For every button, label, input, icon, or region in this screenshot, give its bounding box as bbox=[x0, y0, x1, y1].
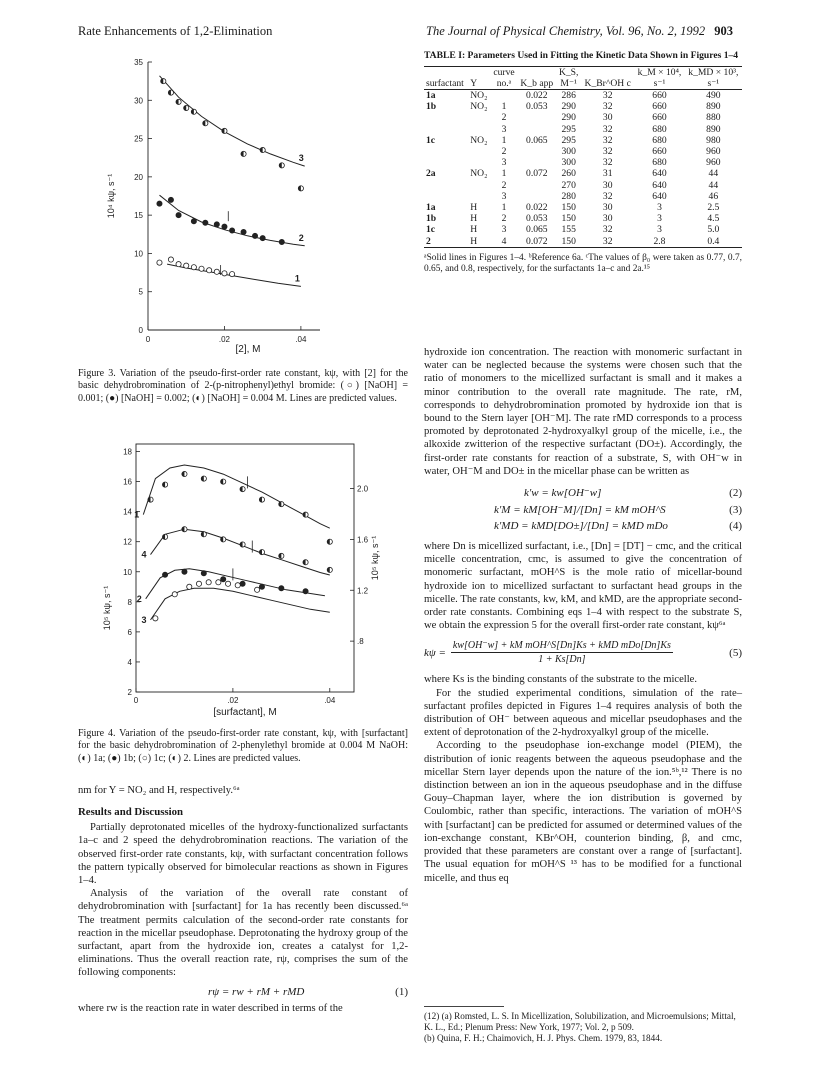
table-cell: 290 bbox=[561, 101, 576, 113]
table-cell: 46 bbox=[708, 190, 719, 202]
table-cell: 30 bbox=[602, 179, 613, 191]
table-cell: 0.065 bbox=[526, 134, 548, 146]
table-cell bbox=[468, 180, 490, 191]
y-tick-label: 35 bbox=[134, 58, 143, 67]
data-point bbox=[168, 197, 173, 202]
data-point bbox=[168, 257, 173, 262]
x-tick-label: .02 bbox=[227, 696, 239, 705]
table-cell bbox=[468, 191, 490, 202]
data-point bbox=[229, 272, 234, 277]
table-cell: 295 bbox=[561, 134, 576, 146]
table-cell: 32 bbox=[602, 123, 613, 135]
equation-3: k′M = kM[OH⁻M]/[Dn] = kM mOH^S (3) bbox=[494, 503, 742, 517]
data-point bbox=[225, 581, 230, 586]
y-tick-label: 2 bbox=[127, 688, 132, 697]
table-cell: 32 bbox=[602, 134, 613, 146]
figure-3-chart bbox=[100, 52, 400, 364]
paragraph: where rw is the reaction rate in water described in terms of the bbox=[78, 1002, 343, 1014]
table-cell: 30 bbox=[602, 213, 613, 225]
table-row bbox=[424, 90, 742, 102]
figure-3-caption: Figure 3. Variation of the pseudo-first-order rate constant, kψ, with [2] for the basic dehydrobromination of 2-(p-nitrophenyl)ethyl bromide: (○) [NaOH] = 0.001; (●) [NaOH] = 0.002; (◐) [NaOH] = 0.004 M. Lines are predicted values. bbox=[78, 368, 408, 404]
col-header: Y bbox=[470, 77, 478, 89]
table-cell: 32 bbox=[602, 224, 613, 236]
table-cell: 44 bbox=[708, 179, 719, 191]
reference-12b: (b) Quina, F. H.; Chaimovich, H. J. Phys. Chem. 1979, 83, 1844. bbox=[424, 1033, 663, 1044]
table-cell: 3 bbox=[501, 190, 507, 202]
table-cell: 286 bbox=[556, 90, 581, 102]
table-cell: 30 bbox=[602, 112, 613, 124]
table-cell: 1 bbox=[501, 168, 507, 180]
table-cell: 1a bbox=[426, 202, 436, 214]
data-point bbox=[235, 583, 240, 588]
table-cell: 2 bbox=[501, 112, 507, 124]
data-point bbox=[229, 228, 234, 233]
table-cell: 1 bbox=[501, 202, 507, 214]
y-right-tick-label: .8 bbox=[357, 637, 364, 647]
table-row bbox=[424, 180, 742, 191]
table-cell bbox=[468, 112, 490, 123]
table-cell: 270 bbox=[561, 179, 576, 191]
data-point bbox=[241, 229, 246, 234]
table-cell: 4 bbox=[491, 236, 518, 248]
y-tick-label: 30 bbox=[134, 96, 143, 106]
data-point bbox=[259, 584, 264, 589]
table-row bbox=[424, 124, 742, 135]
table-cell: 32 bbox=[602, 146, 613, 158]
parameters-table bbox=[424, 66, 742, 248]
table-cell: 640 bbox=[652, 168, 667, 180]
y-tick-label: 10 bbox=[134, 249, 143, 259]
table-row bbox=[424, 157, 742, 168]
data-point bbox=[279, 586, 284, 591]
table-cell bbox=[424, 124, 468, 135]
curve-label-2: 2 bbox=[298, 232, 304, 243]
x-tick-label: .04 bbox=[324, 696, 336, 705]
table-cell: 2 bbox=[501, 179, 507, 191]
equation-4: k′MD = kMD[DO±]/[Dn] = kMD mDo (4) bbox=[494, 520, 742, 533]
data-point bbox=[191, 265, 196, 270]
data-point bbox=[172, 592, 177, 597]
data-point bbox=[203, 220, 208, 225]
table-cell bbox=[468, 157, 490, 168]
table-cell: 680 bbox=[652, 123, 667, 135]
table-row bbox=[424, 135, 742, 146]
curve-label-1: 1 bbox=[294, 273, 300, 284]
col-header: K_S, bbox=[556, 66, 581, 78]
x-axis-label: [surfactant], M bbox=[213, 707, 277, 718]
data-point bbox=[187, 584, 192, 589]
y-axis-label: 10⁵ kψ, s⁻¹ bbox=[102, 585, 112, 631]
y-right-axis-label: 10⁵ kψ, s⁻¹ bbox=[370, 535, 380, 581]
table-cell: 2 bbox=[501, 146, 507, 158]
table-cell: 3 bbox=[501, 224, 507, 236]
table-cell: 0.072 bbox=[526, 168, 548, 180]
data-point bbox=[176, 213, 181, 218]
table-cell: 1 bbox=[501, 134, 507, 146]
table-cell: H bbox=[470, 202, 478, 214]
table-row bbox=[424, 168, 742, 179]
table-row bbox=[424, 146, 742, 157]
data-point bbox=[153, 616, 158, 621]
table-cell: 44 bbox=[708, 168, 719, 180]
figure-4-chart bbox=[100, 430, 410, 722]
table-cell bbox=[424, 112, 468, 123]
col-header: k_M × 10⁴, bbox=[634, 66, 684, 78]
data-point bbox=[206, 580, 211, 585]
table-cell: 150 bbox=[561, 202, 576, 214]
table-cell: 2.8 bbox=[634, 236, 684, 248]
table-cell: 2 bbox=[424, 236, 468, 248]
table-cell: 660 bbox=[652, 146, 667, 158]
table-cell: 0.022 bbox=[526, 202, 548, 214]
data-point bbox=[240, 581, 245, 586]
data-point bbox=[214, 222, 219, 227]
table-row bbox=[424, 202, 742, 213]
table-cell: 3 bbox=[501, 123, 507, 135]
table-cell: 1b bbox=[426, 213, 437, 225]
data-point bbox=[279, 239, 284, 244]
table-cell: 280 bbox=[561, 190, 576, 202]
x-tick-label: .02 bbox=[218, 335, 231, 344]
table-cell: H bbox=[468, 236, 490, 248]
table-cell: 0.053 bbox=[526, 101, 548, 113]
table-cell bbox=[424, 157, 468, 168]
data-point bbox=[201, 571, 206, 576]
table-cell: NO₂ bbox=[468, 90, 490, 102]
col-header: curve bbox=[491, 66, 518, 78]
y-right-tick-label: 1.2 bbox=[357, 586, 369, 596]
data-point bbox=[196, 581, 201, 586]
table-cell: 32 bbox=[581, 90, 634, 102]
table-cell bbox=[517, 146, 556, 157]
table-cell: 150 bbox=[556, 236, 581, 248]
table-cell: 1c bbox=[426, 134, 436, 146]
data-point bbox=[303, 589, 308, 594]
y-tick-label: 4 bbox=[127, 657, 132, 667]
table-cell: 4.5 bbox=[707, 213, 720, 225]
table-cell bbox=[424, 180, 468, 191]
table-cell bbox=[491, 90, 518, 102]
data-point bbox=[221, 577, 226, 582]
table-cell: 155 bbox=[561, 224, 576, 236]
y-tick-label: 0 bbox=[138, 326, 143, 335]
left-column bbox=[78, 784, 408, 1015]
table-cell: 31 bbox=[602, 168, 613, 180]
table-cell: 660 bbox=[652, 112, 667, 124]
data-point bbox=[199, 266, 204, 271]
data-point bbox=[222, 271, 227, 276]
y-tick-label: 12 bbox=[123, 537, 132, 547]
paragraph: For the studied experimental conditions, simulation of the rate–surfactant profiles depicted in Figures 1–4 requires analysis of both the distribution of OH⁻ between aqueous and micellar pseudophases and the extent of deprotonation of the 2-hydroxyalkyl group of the micelle. bbox=[424, 687, 742, 739]
table-row bbox=[424, 112, 742, 123]
table-cell: NO₂ bbox=[470, 101, 488, 113]
table-cell: 32 bbox=[602, 101, 613, 113]
col-header: surfactant bbox=[426, 77, 464, 89]
table-cell: 32 bbox=[602, 157, 613, 169]
table-row bbox=[424, 191, 742, 202]
table-cell: 660 bbox=[634, 90, 684, 102]
table-cell: 960 bbox=[706, 157, 721, 169]
figure-4-caption: Figure 4. Variation of the pseudo-first-order rate constant, kψ, with [surfactant] for the basic dehydrobromination of 2-phenylethyl bromide at 0.004 M NaOH: (◐) 1a; (●) 1b; (○) 1c; (◐) 2. Lines are predicted values. bbox=[78, 728, 408, 764]
equation-5: kψ = kw[OH⁻w] + kM mOH^S[Dn]Ks + kMD mDo[Dn]Ks 1 + Ks[Dn] (5) bbox=[424, 640, 742, 666]
table-cell: 2a bbox=[426, 168, 436, 180]
curve-label-2: 2 bbox=[136, 593, 142, 604]
table-cell: 890 bbox=[706, 123, 721, 135]
y-tick-label: 16 bbox=[123, 477, 132, 487]
table-cell: 0.022 bbox=[517, 90, 556, 102]
plot-frame bbox=[136, 444, 354, 692]
table-cell bbox=[517, 180, 556, 191]
y-tick-label: 10 bbox=[123, 567, 132, 577]
table-cell: 890 bbox=[706, 101, 721, 113]
fit-line-1 bbox=[143, 465, 329, 528]
table-row bbox=[424, 213, 742, 224]
section-heading: Results and Discussion bbox=[78, 806, 184, 819]
table-cell: 295 bbox=[561, 123, 576, 135]
data-point bbox=[260, 236, 265, 241]
table-cell: 1b bbox=[426, 101, 437, 113]
table-footnote: ᵃSolid lines in Figures 1–4. ᵇReference 6a. ᶜThe values of β₀ were taken as 0.77, 0.7, 0.65, and 0.8, respectively, for the surfactants 1a–c and 2a.¹⁵ bbox=[424, 252, 742, 275]
y-tick-label: 15 bbox=[134, 211, 143, 221]
curve-label-3: 3 bbox=[298, 153, 304, 164]
data-point bbox=[162, 572, 167, 577]
col-header: s⁻¹ bbox=[707, 77, 720, 89]
y-tick-label: 6 bbox=[127, 627, 132, 637]
table-cell: H bbox=[470, 213, 478, 225]
table-cell: 3 bbox=[657, 202, 662, 214]
data-point bbox=[176, 262, 181, 267]
journal-citation: The Journal of Physical Chemistry, Vol. 96, No. 2, 1992 bbox=[426, 24, 706, 38]
curve-label-4: 4 bbox=[141, 549, 147, 560]
col-header: no.ᵃ bbox=[496, 77, 512, 89]
table-cell: 3 bbox=[501, 157, 507, 169]
y-tick-label: 18 bbox=[123, 447, 132, 457]
y-tick-label: 20 bbox=[134, 172, 143, 182]
y-axis-label: 10⁴ kψ, s⁻¹ bbox=[106, 173, 116, 219]
data-point bbox=[216, 580, 221, 585]
table-cell: 300 bbox=[561, 157, 576, 169]
table-1 bbox=[424, 50, 742, 276]
table-cell bbox=[424, 146, 468, 157]
table-cell: 1c bbox=[426, 224, 436, 236]
curve-label-1: 1 bbox=[134, 509, 140, 520]
paragraph: Partially deprotonated micelles of the hydroxy-functionalized surfactants 1a–c and 2 speed the dehydrobromination reactions. The variation of the observed first-order rate constants, kψ, with surfactant concentration follows the pattern typically observed for bimolecular reactions as shown in Figures 1–4. bbox=[78, 822, 408, 887]
table-cell bbox=[517, 112, 556, 123]
table-cell bbox=[468, 146, 490, 157]
table-row bbox=[424, 101, 742, 112]
y-tick-label: 8 bbox=[127, 597, 132, 607]
table-cell: 960 bbox=[706, 146, 721, 158]
table-cell: 150 bbox=[561, 213, 576, 225]
data-point bbox=[191, 219, 196, 224]
table-cell: 0.072 bbox=[517, 236, 556, 248]
references bbox=[424, 1006, 742, 1045]
curve-label-3: 3 bbox=[141, 614, 147, 625]
paragraph: where Dn is micellized surfactant, i.e., [Dn] = [DT] − cmc, and the critical micelle concentration, cmc, is assumed to give the concentration of monomeric surfactant, mOH^S is the mole ratio of micellar-bound hydroxide ion to micellized surfactant to surfactant head groups in the micelle. The rate constants, kw, kM, and kMD, are the appropriate second-order rate constants. Combining eqs 1–4 with respect to the substrate S, we obtain the expression 5 for the overall first-order rate constant, kψ⁶ᵃ bbox=[424, 541, 742, 632]
page-number: 903 bbox=[714, 24, 734, 38]
table-cell: 32 bbox=[581, 236, 634, 248]
table-cell bbox=[517, 124, 556, 135]
data-point bbox=[255, 587, 260, 592]
fit-line-2 bbox=[160, 195, 305, 246]
table-cell: 980 bbox=[706, 134, 721, 146]
table-cell bbox=[424, 191, 468, 202]
table-cell: 880 bbox=[706, 112, 721, 124]
col-header: s⁻¹ bbox=[653, 77, 666, 89]
table-cell: 490 bbox=[685, 90, 742, 102]
paragraph: hydroxide ion concentration. The reaction with monomeric surfactant in water can be neglected because the systems were chosen such that the ratio of monomers to the micellized surfactant is small and it makes a minor contribution to the overall rate magnitude. The rate, rM, corresponds to dehydrobromination promoted by hydroxide ion that is bound to the Stern layer [OH⁻M]. The rate rMD corresponds to a process promoted by deprotonated 2-hydroxyalkyl group of the micelle, i.e., the alkoxide zwitterion of the respective surfactant (DO±). Accordingly, the first-order rate constants for reaction of a substrate, S, with OH⁻w in water, OH⁻M and DO± in the micellar phase can be written as bbox=[424, 347, 742, 477]
table-cell: 2.5 bbox=[707, 202, 720, 214]
table-cell: 0.4 bbox=[685, 236, 742, 248]
y-right-tick-label: 1.6 bbox=[357, 535, 369, 545]
paragraph: According to the pseudophase ion-exchange model (PIEM), the distribution of ionic reagents between the aqueous pseudophase and the micellar Stern layer depends upon the nature of the ion.⁵ᵇ,¹² There is no distinction between an ion in the aqueous pseudophase and in the diffuse Gouy–Chapman layer, where the ion distribution is governed by Coulombic, rather than specific, interactions. The variation of mOH^S with [surfactant] can be predicted for assumed or determined values of the ion-exchange constant, KBr^OH, counterion binding, β, and cmc, provided that these parameters are constant over a range of [surfactant]. The usual equation for mOH^S ¹³ has to be modified for a functional micelle, and thus eq bbox=[424, 740, 742, 884]
fit-line-4 bbox=[151, 529, 330, 575]
table-cell: 1a bbox=[424, 90, 468, 102]
table-cell: 680 bbox=[652, 157, 667, 169]
table-cell: H bbox=[470, 224, 478, 236]
data-point bbox=[214, 269, 219, 274]
col-header: K_b app bbox=[520, 77, 554, 89]
table-cell: 260 bbox=[561, 168, 576, 180]
paragraph: Analysis of the variation of the overall rate constant of dehydrobromination with [surfactant] for 1a has recently been discussed.⁶ᵃ The treatment permits calculation of the second-order rate constants for reaction in the micellar pseudophase. Deprotonating the hydroxy group of the surfactant, apart from the hydroxide ion, creates a catalyst for 1,2-eliminations. Thus the overall reaction rate, rψ, comprises the sum of the following components: bbox=[78, 888, 408, 979]
x-tick-label: 0 bbox=[133, 696, 139, 705]
reference-12a: (12) (a) Romsted, L. S. In Micellization, Solubilization, and Microemulsions; Mittal, K. L., Ed.; Plenum Press: New York, 1977; Vol. 2, p 509. bbox=[424, 1011, 736, 1033]
table-cell: 3 bbox=[657, 224, 662, 236]
table-cell: 32 bbox=[602, 190, 613, 202]
table-cell: 680 bbox=[652, 134, 667, 146]
y-tick-label: 25 bbox=[134, 134, 143, 144]
table-cell bbox=[517, 191, 556, 202]
equation-1: rψ = rw + rM + rMD (1) bbox=[208, 985, 408, 998]
data-point bbox=[157, 201, 162, 206]
table-row bbox=[424, 236, 742, 248]
table-cell bbox=[517, 157, 556, 168]
data-point bbox=[207, 268, 212, 273]
table-row bbox=[424, 224, 742, 235]
footnote-rule bbox=[424, 1006, 504, 1007]
running-header-right bbox=[426, 24, 733, 39]
table-cell: 30 bbox=[602, 202, 613, 214]
x-tick-label: .04 bbox=[295, 335, 307, 344]
y-tick-label: 5 bbox=[138, 287, 143, 297]
paragraph: where Ks is the binding constants of the substrate to the micelle. bbox=[424, 674, 698, 686]
equation-2: k′w = kw[OH⁻w] (2) bbox=[524, 486, 742, 500]
table-cell: 3 bbox=[657, 213, 662, 225]
right-column bbox=[424, 346, 742, 885]
data-point bbox=[157, 260, 162, 265]
data-point bbox=[182, 569, 187, 574]
table-cell: 640 bbox=[652, 179, 667, 191]
col-header: K_Br^OH c bbox=[584, 77, 631, 89]
table-cell: 2 bbox=[501, 213, 507, 225]
text-fragment: nm for Y = NO₂ and H, respectively.⁶ᵃ bbox=[78, 785, 240, 796]
table-cell: 640 bbox=[652, 190, 667, 202]
table-cell: NO₂ bbox=[470, 168, 488, 180]
table-cell: 300 bbox=[561, 146, 576, 158]
x-axis-label: [2], M bbox=[235, 344, 261, 355]
table-cell: 1 bbox=[501, 101, 507, 113]
data-point bbox=[222, 224, 227, 229]
data-point bbox=[252, 233, 257, 238]
table-cell: 5.0 bbox=[707, 224, 720, 236]
col-header: M⁻¹ bbox=[560, 77, 577, 89]
x-tick-label: 0 bbox=[145, 335, 151, 344]
table-cell: 290 bbox=[561, 112, 576, 124]
table-cell bbox=[468, 124, 490, 135]
table-cell: NO₂ bbox=[470, 134, 488, 146]
col-header: k_MD × 10³, bbox=[685, 66, 742, 78]
table-cell: 660 bbox=[652, 101, 667, 113]
table-cell: 0.053 bbox=[526, 213, 548, 225]
table-title: TABLE I: Parameters Used in Fitting the Kinetic Data Shown in Figures 1–4 bbox=[424, 50, 739, 61]
y-right-tick-label: 2.0 bbox=[357, 484, 369, 494]
running-header-left: Rate Enhancements of 1,2-Elimination bbox=[78, 24, 273, 38]
y-tick-label: 14 bbox=[123, 507, 132, 517]
table-cell: 0.065 bbox=[526, 224, 548, 236]
data-point bbox=[184, 263, 189, 268]
fit-line-3 bbox=[160, 76, 305, 166]
